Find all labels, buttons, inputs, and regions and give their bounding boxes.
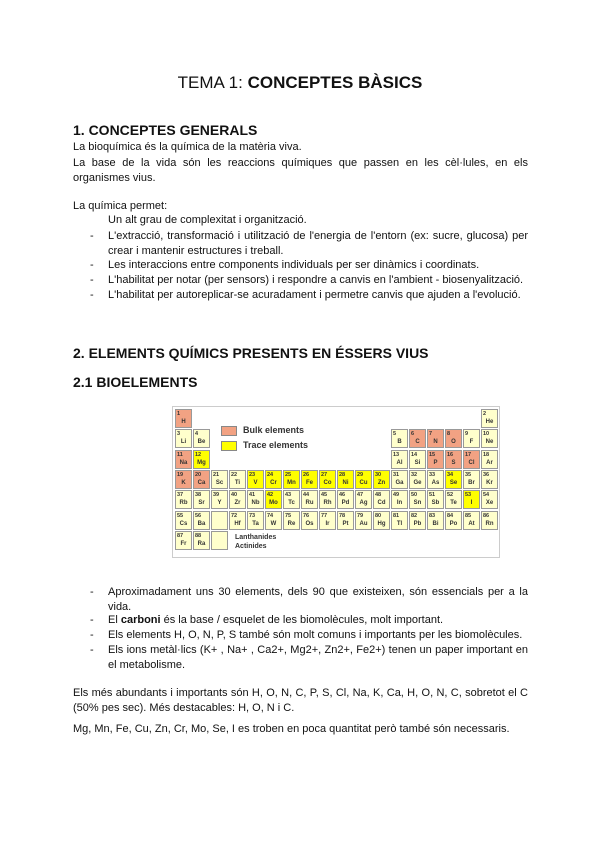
atomic-number: 19 [177,471,184,478]
atomic-number: 83 [429,512,436,519]
bold-text: carboni [120,614,161,626]
paragraph: La base de la vida són les reaccions químiques que passen en les cèl·lules, en els organismes vius. [73,157,528,184]
element-ir [319,511,336,530]
label: Actinides [235,543,267,550]
lanthanides-placeholder [211,511,228,530]
atomic-number: 85 [465,512,472,519]
element-k [175,470,192,489]
atomic-number: 44 [303,492,310,499]
atomic-number: 88 [195,532,202,539]
atomic-number: 23 [249,471,256,478]
element-symbol: Rh [323,500,332,507]
element-symbol: Pt [342,520,349,527]
atomic-number: 74 [267,512,274,519]
atomic-number: 21 [213,471,220,478]
element-symbol: B [397,439,402,446]
atomic-number: 77 [321,512,328,519]
element-symbol: Na [179,459,188,466]
element-pb [409,511,426,530]
list-item: - L'habilitat per notar (per sensors) i respondre a canvis en l'ambient - biosenyalització. [90,273,528,288]
element-ge [409,470,426,489]
element-symbol: O [451,439,456,446]
label: Lanthanides [235,534,277,541]
element-symbol: Fr [180,540,187,547]
element-ag [355,490,372,509]
atomic-number: 2 [483,411,487,417]
atomic-number: 47 [357,492,364,499]
atomic-number: 28 [339,471,346,478]
element-symbol: Sc [215,479,224,486]
element-rb [175,490,192,509]
element-symbol: I [470,500,473,507]
element-symbol: W [270,520,277,527]
element-s [445,450,462,469]
atomic-number: 54 [483,492,490,499]
element-cl [463,450,480,469]
element-ga [391,470,408,489]
list-item-text: L'extracció, transformació i utilització de l'energia de l'entorn (ex: sucre, glucosa) per crear i mantenir estructures i treball. [108,230,528,257]
element-w [265,511,282,530]
element-rn [481,511,498,530]
element-symbol: C [415,439,420,446]
atomic-number: 55 [177,512,184,519]
element-symbol: Sr [198,500,205,507]
element-fr [175,531,192,550]
atomic-number: 11 [177,451,183,458]
list-item: - Les interaccions entre components individuals per ser dinàmics i coordinats. [90,258,528,273]
element-symbol: Fe [305,479,313,486]
atomic-number: 80 [375,512,382,519]
atomic-number: 42 [267,492,274,499]
element-n [427,429,444,448]
atomic-number: 18 [483,451,490,458]
atomic-number: 81 [393,512,400,519]
element-symbol: Cd [377,500,386,507]
atomic-number: 14 [411,451,418,458]
element-symbol: Ca [197,479,206,486]
element-cs [175,511,192,530]
element-os [301,511,318,530]
atomic-number: 33 [429,471,436,478]
element-symbol: Hg [377,520,386,527]
list-item-text: Un alt grau de complexitat i organització. [108,214,307,226]
element-li [175,429,192,448]
atomic-number: 26 [303,471,310,478]
element-xe [481,490,498,509]
element-rh [319,490,336,509]
element-tl [391,511,408,530]
element-symbol: Au [359,520,368,527]
atomic-number: 3 [177,431,181,438]
element-symbol: Nb [251,500,260,507]
element-tc [283,490,300,509]
lanthanides-label [235,533,276,542]
element-symbol: Ti [234,479,241,486]
element-symbol: Sn [413,500,422,507]
element-ne [481,429,498,448]
element-symbol: Cl [468,459,475,466]
element-symbol: Rn [485,520,494,527]
element-v [247,470,264,489]
element-symbol: At [468,520,475,527]
element-au [355,511,372,530]
section-heading-1: 1. CONCEPTES GENERALS [73,122,258,138]
element-at [463,511,480,530]
atomic-number: 6 [411,431,415,438]
legend-trace [221,438,308,453]
list-item: - L'habilitat per autoreplicar-se acuradament i permetre canvis que ajuden a l'evolució. [90,288,528,303]
element-as [427,470,444,489]
element-y [211,490,228,509]
atomic-number: 4 [195,431,199,438]
element-symbol: Bi [432,520,439,527]
element-i [463,490,480,509]
element-symbol: F [469,439,474,446]
legend-label: Bulk elements [243,425,305,435]
element-symbol: Po [449,520,458,527]
element-nb [247,490,264,509]
list-item: - Els ions metàl·lics (K+ , Na+ , Ca2+, Mg2+, Zn2+, Fe2+) tenen un paper important en el metabolisme. [90,644,528,671]
element-ti [229,470,246,489]
element-sr [193,490,210,509]
element-symbol: He [485,419,494,425]
element-cd [373,490,390,509]
atomic-number: 48 [375,492,382,499]
element-sc [211,470,228,489]
text: és la base / esquelet de les biomolècules, molt important. [160,614,444,626]
element-cr [265,470,282,489]
element-symbol: Al [396,459,403,466]
element-ru [301,490,318,509]
list-item: - Aproximadament uns 30 elements, dels 90 que existeixen, són essencials per a la vida. [90,586,528,613]
element-symbol: Zr [234,500,241,507]
atomic-number: 72 [231,512,238,519]
atomic-number: 53 [465,492,472,499]
element-be [193,429,210,448]
atomic-number: 15 [429,451,436,458]
atomic-number: 41 [249,492,256,499]
legend-bulk [221,423,304,438]
list-item: - L'extracció, transformació i utilització de l'energia de l'entorn (ex: sucre, glucosa) per crear i mantenir estructures i treball. [90,230,528,257]
element-sb [427,490,444,509]
atomic-number: 29 [357,471,364,478]
element-symbol: Tl [396,520,403,527]
element-ra [193,531,210,550]
element-hf [229,511,246,530]
atomic-number: 38 [195,492,202,499]
element-symbol: Ba [197,520,206,527]
subsection-heading: 2.1 BIOELEMENTS [73,374,198,390]
element-symbol: Ru [305,500,314,507]
element-symbol: Ta [252,520,259,527]
element-symbol: N [433,439,438,446]
paragraph: La bioquímica és la química de la matèria viva. [73,141,302,153]
element-symbol: Tc [288,500,295,507]
element-symbol: In [396,500,403,507]
element-symbol: Pd [341,500,350,507]
bulk-swatch [221,426,237,436]
element-br [463,470,480,489]
atomic-number: 34 [447,471,454,478]
list-item-text: Aproximadament uns 30 elements, dels 90 que existeixen, són essencials per a la vida. [108,586,528,613]
actinides-placeholder [211,531,228,550]
list-item-text: Els ions metàl·lics (K+ , Na+ , Ca2+, Mg2+, Zn2+, Fe2+) tenen un paper important en el metabolisme. [108,644,528,671]
atomic-number: 79 [357,512,364,519]
list-item: - El carboni és la base / esquelet de les biomolècules, molt important. [90,613,528,628]
atomic-number: 51 [429,492,436,499]
element-p [427,450,444,469]
element-symbol: Ag [359,500,368,507]
element-mn [283,470,300,489]
element-symbol: Hf [234,520,241,527]
atomic-number: 24 [267,471,274,478]
element-cu [355,470,372,489]
atomic-number: 30 [375,471,382,478]
element-symbol: Ra [197,540,206,547]
element-si [409,450,426,469]
atomic-number: 25 [285,471,292,478]
element-re [283,511,300,530]
title-prefix: TEMA 1: [177,73,248,92]
atomic-number: 7 [429,431,433,438]
element-symbol: Ga [395,479,404,486]
paragraph: La química permet: [73,200,168,212]
atomic-number: 12 [195,451,202,458]
element-sn [409,490,426,509]
atomic-number: 50 [411,492,418,499]
atomic-number: 75 [285,512,292,519]
element-ar [481,450,498,469]
element-co [319,470,336,489]
element-hg [373,511,390,530]
atomic-number: 1 [177,411,181,417]
element-symbol: S [451,459,456,466]
element-symbol: Ne [485,439,494,446]
list-item-text: Les interaccions entre components individuals per ser dinàmics i coordinats. [108,259,480,271]
list-item-text: L'habilitat per autoreplicar-se acuradament i permetre canvis que ajuden a l'evolució. [108,289,521,301]
element-te [445,490,462,509]
atomic-number: 49 [393,492,400,499]
element-symbol: Li [180,439,187,446]
element-symbol: P [433,459,438,466]
atomic-number: 10 [483,431,490,438]
element-symbol: Te [450,500,457,507]
element-symbol: Sb [431,500,440,507]
element-h [175,409,192,428]
section-heading-2: 2. ELEMENTS QUÍMICS PRESENTS EN ÉSSERS VIUS [73,345,429,361]
atomic-number: 17 [465,451,472,458]
element-fe [301,470,318,489]
trace-swatch [221,441,237,451]
actinides-label [235,542,267,551]
element-zn [373,470,390,489]
element-symbol: K [181,479,186,486]
element-symbol: Pb [413,520,422,527]
element-symbol: Mg [197,459,206,466]
element-al [391,450,408,469]
element-ta [247,511,264,530]
element-symbol: Xe [485,500,494,507]
element-in [391,490,408,509]
element-pd [337,490,354,509]
atomic-number: 37 [177,492,184,499]
element-symbol: Mo [269,500,278,507]
atomic-number: 76 [303,512,310,519]
element-symbol: Ge [413,479,422,486]
element-ba [193,511,210,530]
element-symbol: Cs [179,520,188,527]
element-kr [481,470,498,489]
element-bi [427,511,444,530]
element-symbol: Mn [287,479,296,486]
atomic-number: 56 [195,512,202,519]
element-symbol: H [181,419,186,425]
atomic-number: 22 [231,471,238,478]
element-symbol: Be [197,439,206,446]
element-symbol: Si [414,459,421,466]
atomic-number: 5 [393,431,397,438]
element-symbol: As [431,479,440,486]
element-symbol: V [253,479,258,486]
element-he [481,409,498,428]
element-ca [193,470,210,489]
element-symbol: Os [305,520,314,527]
element-symbol: Rb [179,500,188,507]
element-symbol: Zn [377,479,386,486]
element-mg [193,450,210,469]
element-symbol: Ni [342,479,349,486]
element-b [391,429,408,448]
paragraph: Els més abundants i importants són H, O, N, C, P, S, Cl, Na, K, Ca, H, O, N, C, sobretot el C (50% pes sec). Més destacables: H, O, N i C. [73,687,528,714]
atomic-number: 86 [483,512,490,519]
atomic-number: 13 [393,451,400,458]
element-symbol: Ar [486,459,493,466]
atomic-number: 35 [465,471,472,478]
atomic-number: 31 [393,471,400,478]
element-o [445,429,462,448]
element-zr [229,490,246,509]
atomic-number: 46 [339,492,346,499]
element-symbol: Cu [359,479,368,486]
element-f [463,429,480,448]
atomic-number: 16 [447,451,454,458]
element-symbol: Ir [325,520,330,527]
atomic-number: 8 [447,431,451,438]
atomic-number: 9 [465,431,469,438]
element-na [175,450,192,469]
element-pt [337,511,354,530]
atomic-number: 40 [231,492,238,499]
atomic-number: 78 [339,512,346,519]
paragraph: Mg, Mn, Fe, Cu, Zn, Cr, Mo, Se, I es troben en poca quantitat però també són necessaris. [73,723,510,735]
atomic-number: 27 [321,471,328,478]
periodic-table-figure [172,406,500,558]
element-symbol: Y [217,500,222,507]
list-item-text: L'habilitat per notar (per sensors) i respondre a canvis en l'ambient - biosenyalització. [108,274,524,286]
element-symbol: Kr [486,479,493,486]
legend-label: Trace elements [243,440,309,450]
element-se [445,470,462,489]
element-ni [337,470,354,489]
atomic-number: 87 [177,532,184,539]
element-symbol: Co [323,479,332,486]
atomic-number: 32 [411,471,418,478]
element-symbol: Cr [270,479,277,486]
atomic-number: 45 [321,492,328,499]
list-item [90,213,528,228]
atomic-number: 20 [195,471,202,478]
atomic-number: 36 [483,471,490,478]
title-main: CONCEPTES BÀSICS [247,73,423,92]
page-title [0,72,600,94]
atomic-number: 43 [285,492,292,499]
atomic-number: 73 [249,512,256,519]
text: El [108,614,121,626]
list-item: - Els elements H, O, N, P, S també són molt comuns i importants per les biomolècules. [90,628,528,643]
atomic-number: 84 [447,512,454,519]
element-c [409,429,426,448]
element-mo [265,490,282,509]
element-symbol: Br [468,479,475,486]
list-item-text [108,613,528,628]
element-po [445,511,462,530]
atomic-number: 39 [213,492,220,499]
list-item-text: Els elements H, O, N, P, S també són molt comuns i importants per les biomolècules. [108,629,523,641]
atomic-number: 52 [447,492,454,499]
element-symbol: Re [287,520,296,527]
element-symbol: Se [449,479,458,486]
atomic-number: 82 [411,512,418,519]
